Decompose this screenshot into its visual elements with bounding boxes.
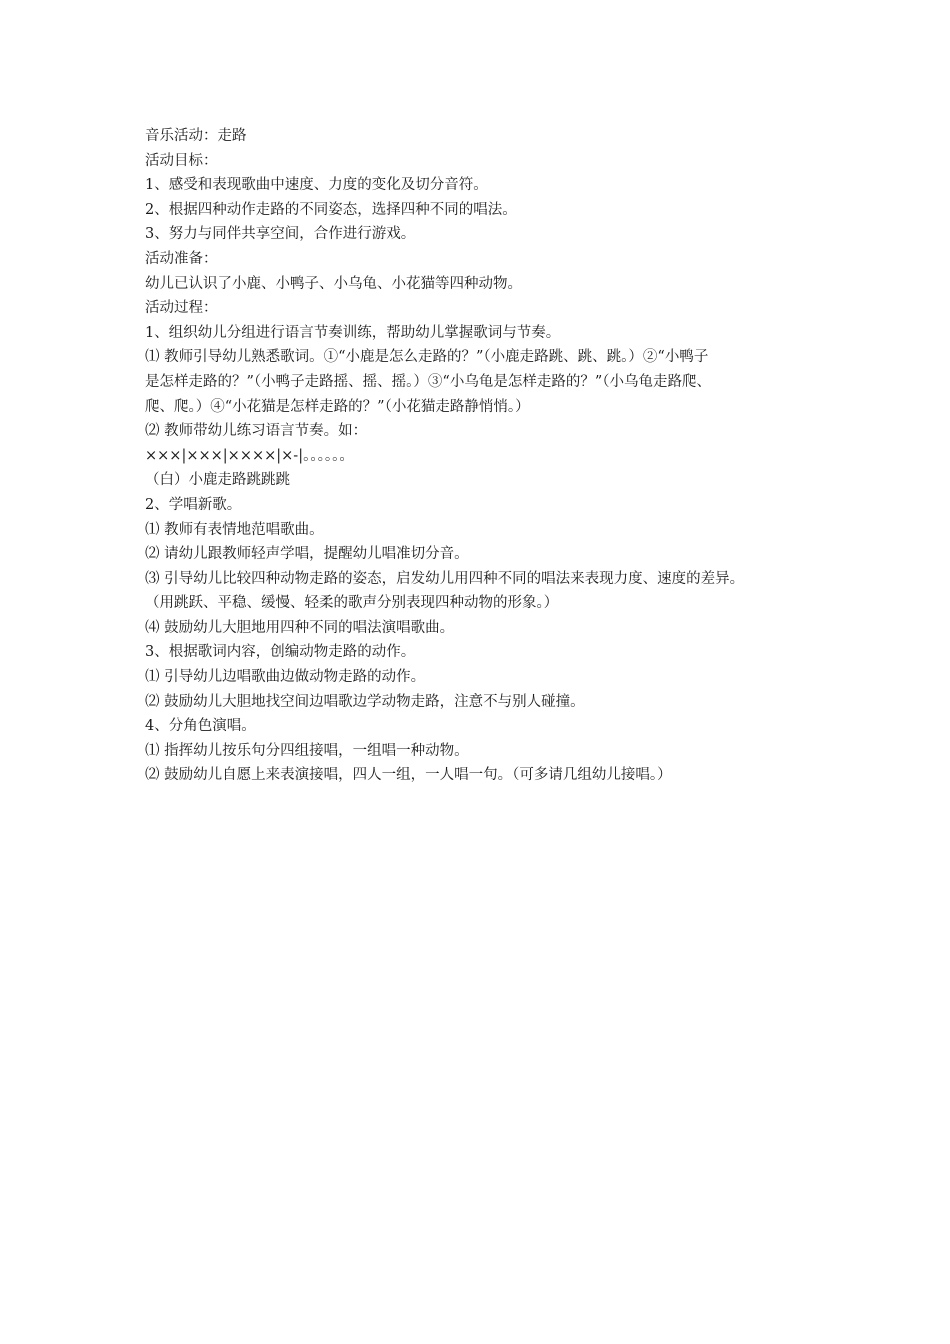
goal-item-2: 2、根据四种动作走路的不同姿态，选择四种不同的唱法。 — [145, 201, 517, 218]
process-step-3: 3、根据歌词内容，创编动物走路的动作。 — [145, 644, 416, 661]
process-step-1: 1、组织幼儿分组进行语言节奏训练，帮助幼儿掌握歌词与节奏。 — [145, 324, 561, 341]
process-step-1-sub-2: ⑵ 教师带幼儿练习语言节奏。如： — [145, 423, 368, 440]
process-step-2-sub-1: ⑴ 教师有表情地范唱歌曲。 — [145, 521, 324, 538]
process-step-2-sub-3-line-2: （用跳跃、平稳、缓慢、轻柔的歌声分别表现四种动物的形象。） — [145, 595, 559, 612]
section-heading-goals: 活动目标： — [145, 152, 218, 169]
process-step-3-sub-1: ⑴ 引导幼儿边唱歌曲边做动物走路的动作。 — [145, 669, 426, 686]
process-step-4: 4、分角色演唱。 — [145, 718, 256, 735]
rhythm-lyric: （白）小鹿走路跳跳跳 — [145, 472, 290, 489]
process-step-4-sub-1: ⑴ 指挥幼儿按乐句分四组接唱，一组唱一种动物。 — [145, 742, 469, 759]
preparation-text: 幼儿已认识了小鹿、小鸭子、小乌龟、小花猫等四种动物。 — [145, 275, 522, 292]
rhythm-notation: ×××|×××|××××|×-|。。。。。。 — [145, 447, 354, 464]
process-step-2: 2、学唱新歌。 — [145, 496, 242, 513]
process-step-4-sub-2: ⑵ 鼓励幼儿自愿上来表演接唱，四人一组，一人唱一句。（可多请几组幼儿接唱。） — [145, 767, 672, 784]
process-step-1-sub-1-line-2: 是怎样走路的？”（小鸭子走路摇、摇、摇。）③“小乌龟是怎样走路的？”（小乌龟走路爬、 — [145, 373, 711, 390]
section-heading-process: 活动过程： — [145, 300, 218, 317]
goal-item-3: 3、努力与同伴共享空间，合作进行游戏。 — [145, 226, 416, 243]
process-step-1-sub-1-line-1: ⑴ 教师引导幼儿熟悉歌词。①“小鹿是怎么走路的？”（小鹿走路跳、跳、跳。）②“小鸭子 — [145, 349, 709, 366]
process-step-2-sub-4: ⑷ 鼓励幼儿大胆地用四种不同的唱法演唱歌曲。 — [145, 619, 455, 636]
goal-item-1: 1、感受和表现歌曲中速度、力度的变化及切分音符。 — [145, 177, 488, 194]
document-body — [145, 124, 835, 788]
process-step-3-sub-2: ⑵ 鼓励幼儿大胆地找空间边唱歌边学动物走路，注意不与别人碰撞。 — [145, 693, 585, 710]
document-title: 音乐活动：走路 — [145, 128, 247, 144]
process-step-1-sub-1-line-3: 爬、爬。）④“小花猫是怎样走路的？”（小花猫走路静悄悄。） — [145, 398, 530, 415]
section-heading-preparation: 活动准备： — [145, 250, 218, 267]
process-step-2-sub-2: ⑵ 请幼儿跟教师轻声学唱，提醒幼儿唱准切分音。 — [145, 546, 469, 563]
process-step-2-sub-3-line-1: ⑶ 引导幼儿比较四种动物走路的姿态，启发幼儿用四种不同的唱法来表现力度、速度的差异。 — [145, 570, 745, 587]
